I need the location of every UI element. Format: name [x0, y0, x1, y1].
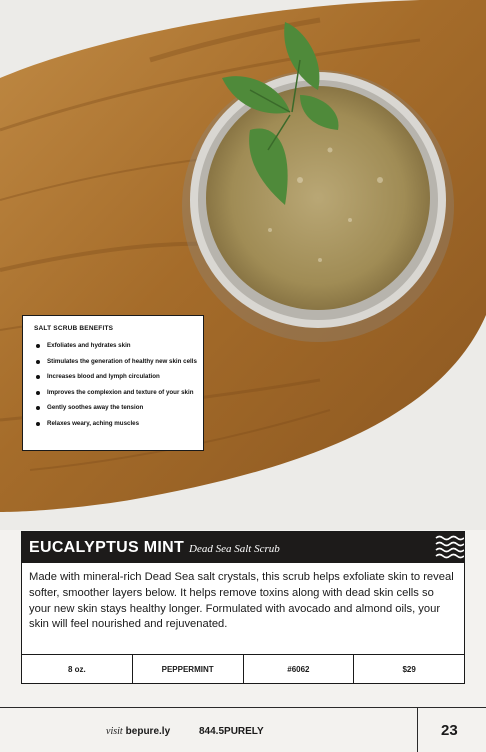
product-description: Made with mineral-rich Dead Sea salt crystals, this scrub helps exfoliate skin to reveal softer, smoother layers below. It helps remove toxins along with dead skin cells so your new skin stays healthy longer. Formulated with avocado and almond oils, your skin will feel nourished and rejuvenated.: [29, 571, 454, 631]
visit-website[interactable]: [106, 726, 170, 737]
product-card: [21, 531, 465, 684]
footer-divider: [417, 708, 418, 752]
page-footer: [0, 707, 486, 752]
benefit-item: Increases blood and lymph circulation: [34, 369, 193, 385]
waves-icon: [433, 532, 464, 563]
spec-scent: PEPPERMINT: [132, 655, 243, 683]
spec-item-number: #6062: [243, 655, 354, 683]
spec-size: 8 oz.: [67, 664, 86, 674]
product-specs-row: [22, 654, 464, 683]
product-title-bar: [22, 532, 464, 563]
phone-number: 844.5PURELY: [199, 726, 264, 737]
salt-scrub-benefits-box: [22, 315, 204, 451]
benefit-item: Improves the complexion and texture of your skin: [34, 385, 193, 401]
website-link[interactable]: bepure.ly: [125, 726, 171, 737]
product-subtitle: Dead Sea Salt Scrub: [189, 543, 280, 555]
page-number: 23: [441, 722, 458, 739]
product-name: EUCALYPTUS MINT: [29, 538, 185, 556]
benefit-item: Gently soothes away the tension: [34, 400, 193, 416]
spec-price: $29: [353, 655, 464, 683]
benefit-item: Exfoliates and hydrates skin: [34, 338, 193, 354]
benefit-item: Stimulates the generation of healthy new skin cells: [34, 354, 193, 370]
benefit-item: Relaxes weary, aching muscles: [34, 416, 193, 432]
visit-label: visit: [106, 726, 123, 737]
benefits-heading: SALT SCRUB BENEFITS: [34, 325, 114, 332]
benefits-list: [34, 338, 197, 432]
